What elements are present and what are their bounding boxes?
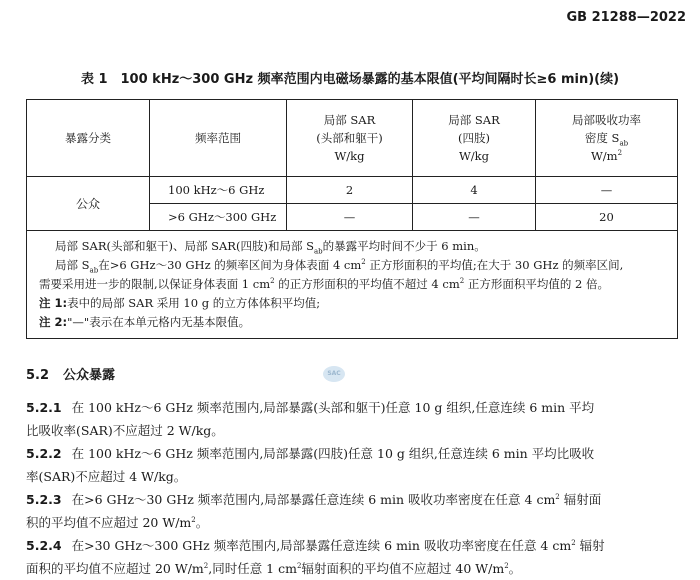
col-sar-head-header: 局部 SAR (头部和躯干) W/kg xyxy=(287,100,413,177)
clause-text: 在 100 kHz～6 GHz 频率范围内,局部暴露(头部和躯干)任意 10 g 组织,任意连续 6 min 平均 xyxy=(71,400,595,415)
category-cell: 公众 xyxy=(27,177,150,231)
standard-number: GB 21288—2022 xyxy=(566,10,686,25)
note-line-averaging: 局部 SAR(头部和躯干)、局部 SAR(四肢)和局部 $S_{ab}$的暴露平均时间不少于 6 min。 xyxy=(55,239,486,256)
sar-limb-cell: — xyxy=(413,204,536,231)
section-number: 5.2 xyxy=(26,368,50,383)
sar-limb-cell: 4 xyxy=(413,177,536,204)
clause-number: 5.2.1 xyxy=(26,400,62,415)
col-sab-header: 局部吸收功率 密度 $S_{ab}$ $W/m^2$ xyxy=(536,100,678,177)
clause-5-2-3: 5.2.3 在>6 GHz～30 GHz 频率范围内,局部暴露任意连续 6 min 吸收功率密度在任意 4 $cm^2$ 辐射面 积的平均值不应超过 20 $W/m^2$。 xyxy=(26,492,602,530)
clause-5-2-4: 5.2.4 在>30 GHz～300 GHz 频率范围内,局部暴露任意连续 6 min 吸收功率密度在任意 4 $cm^2$ 辐射 面积的平均值不应超过 20 $W/m^2$,同时任意 1 $cm^2$辐射面积的平均值不应超过 40 $W/m^2$。 xyxy=(26,538,605,576)
section-title: 公众暴露 xyxy=(63,368,116,383)
table-notes-row xyxy=(27,231,678,339)
table-header-row xyxy=(27,100,678,177)
section-heading xyxy=(26,364,115,383)
col-sar-limb-header: 局部 SAR (四肢) W/kg xyxy=(413,100,536,177)
clause-5-2-2 xyxy=(26,442,678,488)
table-row xyxy=(27,177,678,204)
clause-number: 5.2.2 xyxy=(26,446,62,461)
basic-limits-table xyxy=(26,99,678,339)
table-title: 表 1 100 kHz～300 GHz 频率范围内电磁场暴露的基本限值(平均间隔时长≥6 min)(续) xyxy=(80,72,620,87)
clause-number: 5.2.4 xyxy=(26,538,62,553)
clause-number: 5.2.3 xyxy=(26,492,62,507)
clause-5-2-1 xyxy=(26,396,678,442)
note-line-further-limit: 需要采用进一步的限制,以保证身体表面 1 $cm^2$ 的正方形面积的平均值不超过 4 $cm^2$ 正方形面积平均值的 2 倍。 xyxy=(39,277,610,291)
col-category-header: 暴露分类 xyxy=(27,100,150,177)
table-notes xyxy=(27,231,678,339)
col-freq-header: 频率范围 xyxy=(150,100,287,177)
sar-head-cell: 2 xyxy=(287,177,413,204)
freq-cell: 100 kHz～6 GHz xyxy=(150,177,287,204)
clause-text: 比吸收率(SAR)不应超过 2 W/kg。 xyxy=(26,423,224,438)
note-line-sab-region: 局部 $S_{ab}$在>6 GHz～30 GHz 的频率区间为身体表面 4 $cm^2$ 正方形面积的平均值;在大于 30 GHz 的频率区间, xyxy=(55,258,624,275)
freq-cell: >6 GHz～300 GHz xyxy=(150,204,287,231)
note-2: 注 2:"—"表示在本单元格内无基本限值。 xyxy=(39,315,251,329)
sab-cell: — xyxy=(536,177,678,204)
note-1: 注 1:表中的局部 SAR 采用 10 g 的立方体体积平均值; xyxy=(39,296,321,310)
sar-head-cell: — xyxy=(287,204,413,231)
clause-text: 在 100 kHz～6 GHz 频率范围内,局部暴露(四肢)任意 10 g 组织,任意连续 6 min 平均比吸收 xyxy=(71,446,595,461)
clause-text: 率(SAR)不应超过 4 W/kg。 xyxy=(26,469,187,484)
sac-watermark: SAC xyxy=(323,366,345,382)
sab-cell: 20 xyxy=(536,204,678,231)
